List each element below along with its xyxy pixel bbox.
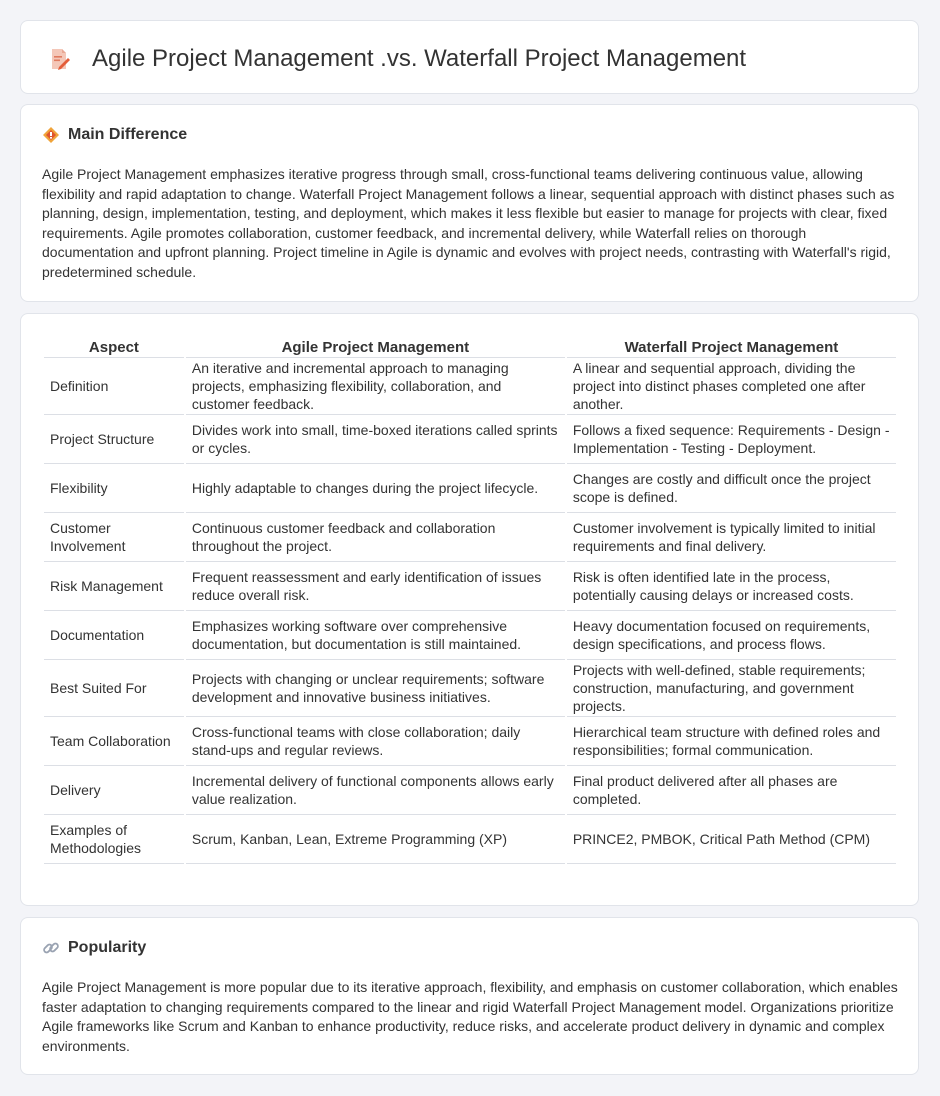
- table-row: [44, 717, 896, 766]
- aspect-cell: Documentation: [44, 611, 184, 660]
- aspect-cell: Risk Management: [44, 562, 184, 611]
- page-title: Agile Project Management .vs. Waterfall Project Management: [92, 45, 747, 72]
- aspect-cell: Definition: [44, 358, 184, 415]
- table-row: [44, 766, 896, 815]
- table-row: [44, 415, 896, 464]
- popularity-text: Agile Project Management is more popular due to its iterative approach, flexibility, and emphasis on customer collaboration, which enables faster adaptation to changing requirements compared to the linear and rigid Waterfall Project Management model. Organizations prioritize Agile frameworks like Scrum and Kanban to enhance productivity, reduce risks, and accelerate product delivery in dynamic and complex environments.: [42, 979, 898, 1054]
- waterfall-cell: Heavy documentation focused on requirements, design specifications, and process flows.: [567, 611, 896, 660]
- table-row: [44, 513, 896, 562]
- aspect-cell: Delivery: [44, 766, 184, 815]
- agile-cell: Projects with changing or unclear requirements; software development and innovative business initiatives.: [186, 660, 565, 717]
- aspect-cell: Customer Involvement: [44, 513, 184, 562]
- table-row: [44, 358, 896, 415]
- table-row: [44, 611, 896, 660]
- aspect-cell: Project Structure: [44, 415, 184, 464]
- waterfall-cell: A linear and sequential approach, dividing the project into distinct phases completed one after another.: [567, 358, 896, 415]
- document-pen-icon: [47, 47, 71, 71]
- aspect-cell: Team Collaboration: [44, 717, 184, 766]
- main-difference-text: Agile Project Management emphasizes iterative progress through small, cross-functional teams delivering continuous value, allowing flexibility and rapid adaptation to change. Waterfall Project Management follows a linear, sequential approach with distinct phases such as planning, design, implementation, testing, and deployment, which makes it less flexible but easier to manage for projects with clear, fixed requirements. Agile promotes collaboration, customer feedback, and incremental delivery, while Waterfall relies on thorough documentation and upfront planning. Project timeline in Agile is dynamic and evolves with project needs, contrasting with Waterfall's rigid, predetermined schedule.: [42, 166, 895, 280]
- agile-cell: An iterative and incremental approach to managing projects, emphasizing flexibility, collaboration, and customer feedback.: [186, 358, 565, 415]
- agile-cell: Highly adaptable to changes during the project lifecycle.: [186, 464, 565, 513]
- waterfall-cell: Changes are costly and difficult once the project scope is defined.: [567, 464, 896, 513]
- agile-cell: Cross-functional teams with close collaboration; daily stand-ups and regular reviews.: [186, 717, 565, 766]
- waterfall-cell: PRINCE2, PMBOK, Critical Path Method (CPM): [567, 815, 896, 864]
- header-waterfall: Waterfall Project Management: [567, 336, 896, 358]
- main-difference-section: [20, 104, 919, 302]
- aspect-cell: Examples of Methodologies: [44, 815, 184, 864]
- agile-cell: Emphasizes working software over comprehensive documentation, but documentation is still maintained.: [186, 611, 565, 660]
- agile-cell: Scrum, Kanban, Lean, Extreme Programming (XP): [186, 815, 565, 864]
- table-row: [44, 815, 896, 864]
- aspect-cell: Best Suited For: [44, 660, 184, 717]
- popularity-heading: [42, 939, 146, 957]
- agile-cell: Divides work into small, time-boxed iterations called sprints or cycles.: [186, 415, 565, 464]
- title-card: [20, 20, 919, 94]
- popularity-section: [20, 917, 919, 1075]
- header-agile: Agile Project Management: [186, 336, 565, 358]
- main-difference-heading: [42, 126, 187, 144]
- header-aspect: Aspect: [44, 336, 184, 358]
- aspect-cell: Flexibility: [44, 464, 184, 513]
- agile-cell: Frequent reassessment and early identification of issues reduce overall risk.: [186, 562, 565, 611]
- table-row: [44, 660, 896, 717]
- waterfall-cell: Final product delivered after all phases are completed.: [567, 766, 896, 815]
- waterfall-cell: Hierarchical team structure with defined roles and responsibilities; formal communication.: [567, 717, 896, 766]
- comparison-section: [20, 313, 919, 906]
- table-header-row: [44, 336, 896, 358]
- waterfall-cell: Projects with well-defined, stable requirements; construction, manufacturing, and government projects.: [567, 660, 896, 717]
- waterfall-cell: Follows a fixed sequence: Requirements - Design - Implementation - Testing - Deployment.: [567, 415, 896, 464]
- diamond-warning-icon: [42, 126, 60, 144]
- waterfall-cell: Risk is often identified late in the process, potentially causing delays or increased costs.: [567, 562, 896, 611]
- waterfall-cell: Customer involvement is typically limited to initial requirements and final delivery.: [567, 513, 896, 562]
- link-icon: [42, 939, 60, 957]
- table-row: [44, 562, 896, 611]
- table-row: [44, 464, 896, 513]
- agile-cell: Continuous customer feedback and collaboration throughout the project.: [186, 513, 565, 562]
- popularity-title: Popularity: [68, 939, 147, 956]
- agile-cell: Incremental delivery of functional components allows early value realization.: [186, 766, 565, 815]
- comparison-table: [42, 336, 898, 864]
- main-difference-title: Main Difference: [68, 126, 188, 143]
